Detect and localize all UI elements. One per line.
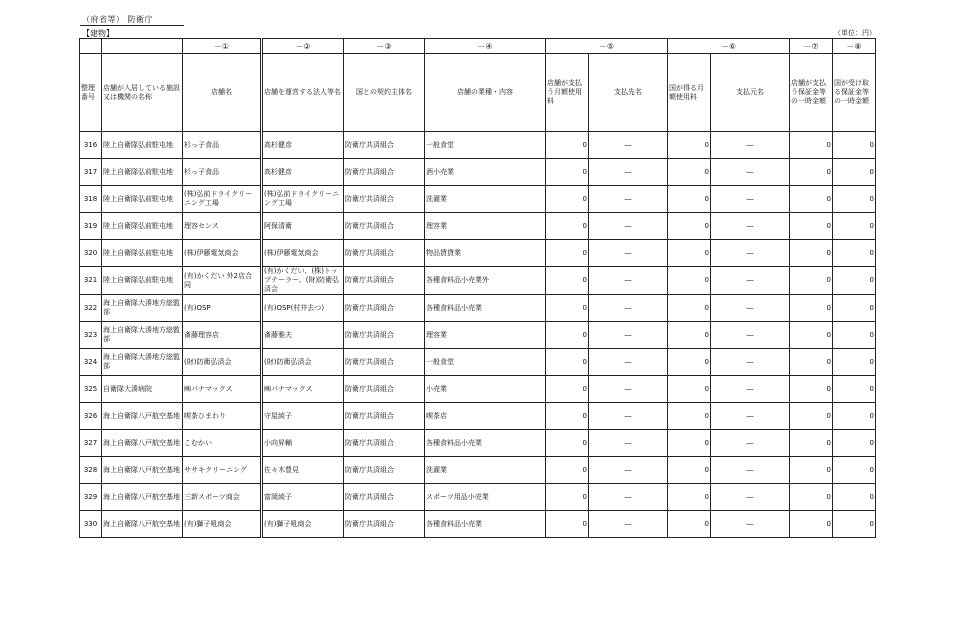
column-number: －③ [344, 39, 425, 54]
cell-payer: ― [711, 376, 790, 403]
cell-payer: ― [711, 322, 790, 349]
cell-store-deposit: 0 [790, 159, 833, 186]
column-header-business: 店舗の業種・内容 [425, 54, 546, 132]
cell-contractor: 防衛庁共済組合 [344, 349, 425, 376]
cell-state-fee: 0 [668, 349, 711, 376]
cell-state-fee: 0 [668, 403, 711, 430]
cell-payer: ― [711, 403, 790, 430]
cell-payee: ― [589, 457, 668, 484]
cell-no: 318 [80, 186, 102, 213]
cell-contractor: 防衛庁共済組合 [344, 322, 425, 349]
cell-contractor: 防衛庁共済組合 [344, 376, 425, 403]
column-header-row [80, 54, 876, 132]
cell-state-fee: 0 [668, 295, 711, 322]
cell-store-fee: 0 [546, 511, 589, 538]
cell-store-fee: 0 [546, 213, 589, 240]
table-row [80, 511, 876, 538]
cell-contractor: 防衛庁共済組合 [344, 159, 425, 186]
cell-business: 物品賃貸業 [425, 240, 546, 267]
table-row [80, 457, 876, 484]
column-number: －④ [425, 39, 546, 54]
column-number [80, 39, 102, 54]
cell-store-deposit: 0 [790, 457, 833, 484]
cell-state-deposit: 0 [833, 159, 876, 186]
cell-payer: ― [711, 159, 790, 186]
cell-state-deposit: 0 [833, 484, 876, 511]
cell-store-deposit: 0 [790, 430, 833, 457]
cell-operator: (有)獅子吼商会 [262, 511, 344, 538]
cell-state-fee: 0 [668, 186, 711, 213]
cell-store-deposit: 0 [790, 267, 833, 295]
cell-facility: 海上自衛隊大湊地方総監部 [102, 295, 183, 322]
cell-business: 理容業 [425, 322, 546, 349]
cell-payer: ― [711, 484, 790, 511]
cell-operator: (株)弘前ドライクリーニング工場 [262, 186, 344, 213]
cell-payee: ― [589, 430, 668, 457]
cell-store-fee: 0 [546, 240, 589, 267]
cell-store: 喫茶ひまわり [183, 403, 262, 430]
cell-facility: 陸上自衛隊弘前駐屯地 [102, 159, 183, 186]
cell-contractor: 防衛庁共済組合 [344, 132, 425, 159]
cell-no: 327 [80, 430, 102, 457]
cell-contractor: 防衛庁共済組合 [344, 240, 425, 267]
cell-payee: ― [589, 349, 668, 376]
cell-no: 321 [80, 267, 102, 295]
cell-facility: 海上自衛隊八戸航空基地 [102, 511, 183, 538]
column-number: －⑧ [833, 39, 876, 54]
cell-operator: 高杉健彦 [262, 159, 344, 186]
cell-store-deposit: 0 [790, 376, 833, 403]
column-header-store-deposit: 店舗が支払う保証金等の一時金額 [790, 54, 833, 132]
header-underline [80, 25, 184, 26]
cell-no: 330 [80, 511, 102, 538]
cell-business: 酒小売業 [425, 159, 546, 186]
cell-store-deposit: 0 [790, 322, 833, 349]
cell-store-fee: 0 [546, 322, 589, 349]
column-header-store: 店舗名 [183, 54, 262, 132]
cell-store: ササキクリーニング [183, 457, 262, 484]
cell-payer: ― [711, 457, 790, 484]
cell-state-fee: 0 [668, 511, 711, 538]
cell-store-fee: 0 [546, 295, 589, 322]
cell-store: 杉っ子食品 [183, 159, 262, 186]
cell-business: 洗濯業 [425, 186, 546, 213]
table-row [80, 349, 876, 376]
cell-facility: 自衛隊大湊病院 [102, 376, 183, 403]
cell-store: (有)かくだい 外2店合同 [183, 267, 262, 295]
cell-contractor: 防衛庁共済組合 [344, 511, 425, 538]
column-number: －⑦ [790, 39, 833, 54]
cell-no: 320 [80, 240, 102, 267]
cell-store: こむかい [183, 430, 262, 457]
cell-payee: ― [589, 240, 668, 267]
cell-contractor: 防衛庁共済組合 [344, 457, 425, 484]
cell-contractor: 防衛庁共済組合 [344, 403, 425, 430]
column-header-payee: 支払先名 [589, 54, 668, 132]
unit-label: （単位：円） [834, 29, 876, 37]
cell-business: 各種食料品小売業外 [425, 267, 546, 295]
cell-operator: (有)OSP(村井去つ) [262, 295, 344, 322]
column-header-no: 整理番号 [80, 54, 102, 132]
cell-facility: 陸上自衛隊弘前駐屯地 [102, 240, 183, 267]
column-header-store-fee: 店舗が支払う月額使用料 [546, 54, 589, 132]
cell-store-deposit: 0 [790, 186, 833, 213]
category-label: 【建物】 [82, 29, 114, 38]
cell-business: 理容業 [425, 213, 546, 240]
column-number [102, 39, 183, 54]
cell-contractor: 防衛庁共済組合 [344, 430, 425, 457]
cell-operator: (有)かくだい、(株)トップテーラー、(財)防衛弘済会 [262, 267, 344, 295]
cell-payer: ― [711, 349, 790, 376]
cell-no: 323 [80, 322, 102, 349]
column-number: －⑥ [668, 39, 790, 54]
table-row [80, 484, 876, 511]
cell-state-deposit: 0 [833, 403, 876, 430]
cell-facility: 陸上自衛隊弘前駐屯地 [102, 132, 183, 159]
cell-state-fee: 0 [668, 484, 711, 511]
table-row [80, 213, 876, 240]
cell-no: 319 [80, 213, 102, 240]
cell-no: 322 [80, 295, 102, 322]
store-table [79, 38, 876, 538]
cell-payer: ― [711, 295, 790, 322]
cell-operator: 阿保清衛 [262, 213, 344, 240]
cell-no: 317 [80, 159, 102, 186]
cell-state-deposit: 0 [833, 186, 876, 213]
cell-store-fee: 0 [546, 403, 589, 430]
cell-operator: (財)防衛弘済会 [262, 349, 344, 376]
cell-operator: ㈱パナマックス [262, 376, 344, 403]
table-row [80, 267, 876, 295]
cell-store-deposit: 0 [790, 511, 833, 538]
cell-facility: 海上自衛隊八戸航空基地 [102, 403, 183, 430]
cell-no: 325 [80, 376, 102, 403]
ministry-label: （府省等） 防衛庁 [82, 15, 154, 24]
cell-no: 324 [80, 349, 102, 376]
cell-store-deposit: 0 [790, 349, 833, 376]
cell-business: スポーツ用品小売業 [425, 484, 546, 511]
cell-facility: 陸上自衛隊弘前駐屯地 [102, 186, 183, 213]
column-number: －① [183, 39, 262, 54]
cell-business: 小売業 [425, 376, 546, 403]
cell-payer: ― [711, 240, 790, 267]
cell-business: 喫茶店 [425, 403, 546, 430]
table-row [80, 186, 876, 213]
cell-operator: 佐々木豊見 [262, 457, 344, 484]
column-header-state-fee: 国が得る月額使用料 [668, 54, 711, 132]
cell-facility: 海上自衛隊大湊地方総監部 [102, 349, 183, 376]
cell-store-deposit: 0 [790, 484, 833, 511]
cell-payee: ― [589, 132, 668, 159]
cell-store-fee: 0 [546, 159, 589, 186]
cell-store: ㈱パナマックス [183, 376, 262, 403]
cell-payer: ― [711, 511, 790, 538]
cell-store-deposit: 0 [790, 240, 833, 267]
column-number-row [80, 39, 876, 54]
table-row [80, 403, 876, 430]
table-row [80, 430, 876, 457]
cell-no: 326 [80, 403, 102, 430]
cell-facility: 海上自衛隊大湊地方総監部 [102, 322, 183, 349]
cell-state-deposit: 0 [833, 349, 876, 376]
cell-payer: ― [711, 213, 790, 240]
table-row [80, 295, 876, 322]
table-row [80, 240, 876, 267]
cell-state-fee: 0 [668, 267, 711, 295]
cell-business: 各種食料品小売業 [425, 430, 546, 457]
cell-contractor: 防衛庁共済組合 [344, 295, 425, 322]
cell-payee: ― [589, 511, 668, 538]
cell-store-deposit: 0 [790, 213, 833, 240]
cell-business: 各種食料品小売業 [425, 511, 546, 538]
cell-state-deposit: 0 [833, 430, 876, 457]
cell-store: (株)弘前ドライクリーニング工場 [183, 186, 262, 213]
cell-payee: ― [589, 376, 668, 403]
cell-state-fee: 0 [668, 430, 711, 457]
cell-state-fee: 0 [668, 322, 711, 349]
cell-payee: ― [589, 403, 668, 430]
cell-store: (財)防衛弘済会 [183, 349, 262, 376]
cell-store: 杉っ子食品 [183, 132, 262, 159]
column-header-operator: 店舗を運営する法人等名 [262, 54, 344, 132]
cell-contractor: 防衛庁共済組合 [344, 186, 425, 213]
cell-state-deposit: 0 [833, 213, 876, 240]
cell-state-fee: 0 [668, 457, 711, 484]
cell-state-fee: 0 [668, 240, 711, 267]
cell-store: 三新スポーツ商会 [183, 484, 262, 511]
cell-payer: ― [711, 267, 790, 295]
cell-contractor: 防衛庁共済組合 [344, 213, 425, 240]
cell-state-deposit: 0 [833, 295, 876, 322]
cell-payee: ― [589, 322, 668, 349]
cell-state-deposit: 0 [833, 132, 876, 159]
cell-store: 理容センス [183, 213, 262, 240]
cell-store: (有)OSP [183, 295, 262, 322]
cell-payer: ― [711, 132, 790, 159]
cell-store-deposit: 0 [790, 295, 833, 322]
cell-contractor: 防衛庁共済組合 [344, 267, 425, 295]
cell-payee: ― [589, 186, 668, 213]
column-number: －② [262, 39, 344, 54]
cell-state-deposit: 0 [833, 240, 876, 267]
cell-operator: 小向昇輔 [262, 430, 344, 457]
column-header-state-deposit: 国が受け取る保証金等の一時金額 [833, 54, 876, 132]
cell-store-fee: 0 [546, 457, 589, 484]
cell-operator: (株)伊藤電気商会 [262, 240, 344, 267]
table-row [80, 322, 876, 349]
cell-facility: 陸上自衛隊弘前駐屯地 [102, 213, 183, 240]
cell-payee: ― [589, 159, 668, 186]
cell-state-fee: 0 [668, 376, 711, 403]
cell-payee: ― [589, 484, 668, 511]
cell-business: 一般食堂 [425, 349, 546, 376]
cell-store-fee: 0 [546, 186, 589, 213]
cell-store-fee: 0 [546, 430, 589, 457]
cell-operator: 守屋綾子 [262, 403, 344, 430]
column-number: －⑤ [546, 39, 668, 54]
cell-store: (株)伊藤電気商会 [183, 240, 262, 267]
cell-state-deposit: 0 [833, 267, 876, 295]
cell-store: 斎藤理容店 [183, 322, 262, 349]
cell-operator: 高杉健彦 [262, 132, 344, 159]
cell-store-deposit: 0 [790, 132, 833, 159]
column-header-contractor: 国との契約主体名 [344, 54, 425, 132]
cell-contractor: 防衛庁共済組合 [344, 484, 425, 511]
table-row [80, 376, 876, 403]
cell-store: (有)獅子吼商会 [183, 511, 262, 538]
column-header-payer: 支払元名 [711, 54, 790, 132]
cell-state-fee: 0 [668, 213, 711, 240]
cell-state-deposit: 0 [833, 457, 876, 484]
cell-operator: 富岡綾子 [262, 484, 344, 511]
cell-business: 一般食堂 [425, 132, 546, 159]
cell-business: 各種食料品小売業 [425, 295, 546, 322]
cell-no: 316 [80, 132, 102, 159]
cell-store-deposit: 0 [790, 403, 833, 430]
cell-store-fee: 0 [546, 132, 589, 159]
column-header-facility: 店舗が入居している施設又は機関の名称 [102, 54, 183, 132]
cell-payee: ― [589, 267, 668, 295]
cell-store-fee: 0 [546, 267, 589, 295]
cell-facility: 海上自衛隊八戸航空基地 [102, 484, 183, 511]
cell-state-fee: 0 [668, 159, 711, 186]
cell-payee: ― [589, 295, 668, 322]
table-row [80, 159, 876, 186]
cell-payer: ― [711, 430, 790, 457]
cell-payee: ― [589, 213, 668, 240]
cell-facility: 海上自衛隊八戸航空基地 [102, 457, 183, 484]
cell-state-fee: 0 [668, 132, 711, 159]
cell-no: 329 [80, 484, 102, 511]
cell-store-fee: 0 [546, 484, 589, 511]
cell-state-deposit: 0 [833, 376, 876, 403]
cell-business: 洗濯業 [425, 457, 546, 484]
cell-facility: 海上自衛隊八戸航空基地 [102, 430, 183, 457]
cell-store-fee: 0 [546, 349, 589, 376]
cell-operator: 斎藤雅夫 [262, 322, 344, 349]
cell-state-deposit: 0 [833, 511, 876, 538]
cell-facility: 陸上自衛隊弘前駐屯地 [102, 267, 183, 295]
cell-state-deposit: 0 [833, 322, 876, 349]
table-row [80, 132, 876, 159]
cell-store-fee: 0 [546, 376, 589, 403]
cell-no: 328 [80, 457, 102, 484]
cell-payer: ― [711, 186, 790, 213]
